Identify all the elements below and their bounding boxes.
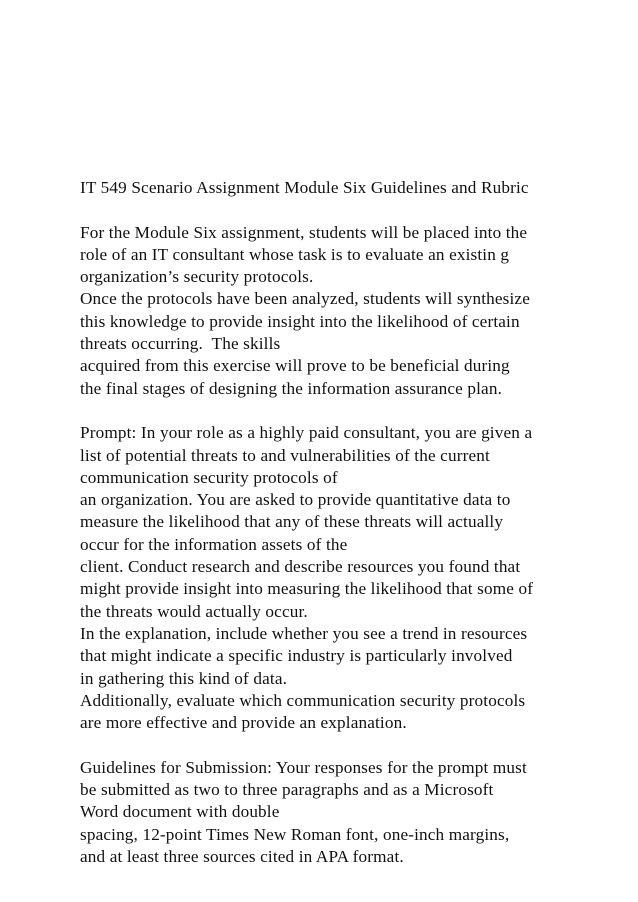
text-line: organization’s security protocols. bbox=[80, 267, 314, 287]
text-line: Word document with double bbox=[80, 802, 280, 822]
text-line: For the Module Six assignment, students will be placed into the bbox=[80, 222, 528, 242]
text-line: an organization. You are asked to provide quantitative data to bbox=[80, 490, 511, 510]
text-line: Additionally, evaluate which communication security protocols bbox=[80, 690, 526, 710]
text-line: be submitted as two to three paragraphs and as a Microsoft bbox=[80, 780, 494, 800]
paragraph-guidelines bbox=[80, 757, 620, 868]
document-body bbox=[80, 177, 620, 868]
text-line: spacing, 12-point Times New Roman font, one-inch margins, bbox=[80, 824, 510, 844]
text-line: the threats would actually occur. bbox=[80, 601, 308, 621]
text-line: occur for the information assets of the bbox=[80, 534, 348, 554]
text-line: Once the protocols have been analyzed, students will synthesize bbox=[80, 289, 530, 309]
text-line: client. Conduct research and describe resources you found that bbox=[80, 557, 521, 577]
text-line: Prompt: In your role as a highly paid consultant, you are given a bbox=[80, 423, 533, 443]
text-line: In the explanation, include whether you see a trend in resources bbox=[80, 623, 528, 643]
text-line: Guidelines for Submission: Your responses for the prompt must bbox=[80, 757, 527, 777]
text-line: communication security protocols of bbox=[80, 467, 338, 487]
paragraph-spacer bbox=[80, 199, 620, 221]
text-line: that might indicate a specific industry is particularly involved bbox=[80, 646, 513, 666]
text-line: threats occurring. The skills bbox=[80, 334, 281, 354]
paragraph-prompt bbox=[80, 422, 620, 734]
text-line: acquired from this exercise will prove to be beneficial during bbox=[80, 356, 510, 376]
text-line: the final stages of designing the information assurance plan. bbox=[80, 378, 503, 398]
paragraph-spacer bbox=[80, 734, 620, 756]
paragraph-spacer bbox=[80, 400, 620, 422]
text-line: and at least three sources cited in APA format. bbox=[80, 846, 404, 866]
text-line: list of potential threats to and vulnerabilities of the current bbox=[80, 445, 490, 465]
text-line: are more effective and provide an explanation. bbox=[80, 713, 407, 733]
document-title: IT 549 Scenario Assignment Module Six Guidelines and Rubric bbox=[80, 178, 529, 197]
text-line: measure the likelihood that any of these threats will actually bbox=[80, 512, 504, 532]
text-line: in gathering this kind of data. bbox=[80, 668, 288, 688]
paragraph-intro bbox=[80, 222, 620, 400]
text-line: this knowledge to provide insight into the likelihood of certain bbox=[80, 311, 520, 331]
text-line: role of an IT consultant whose task is to evaluate an existin g bbox=[80, 244, 510, 264]
text-line: might provide insight into measuring the likelihood that some of bbox=[80, 579, 534, 599]
